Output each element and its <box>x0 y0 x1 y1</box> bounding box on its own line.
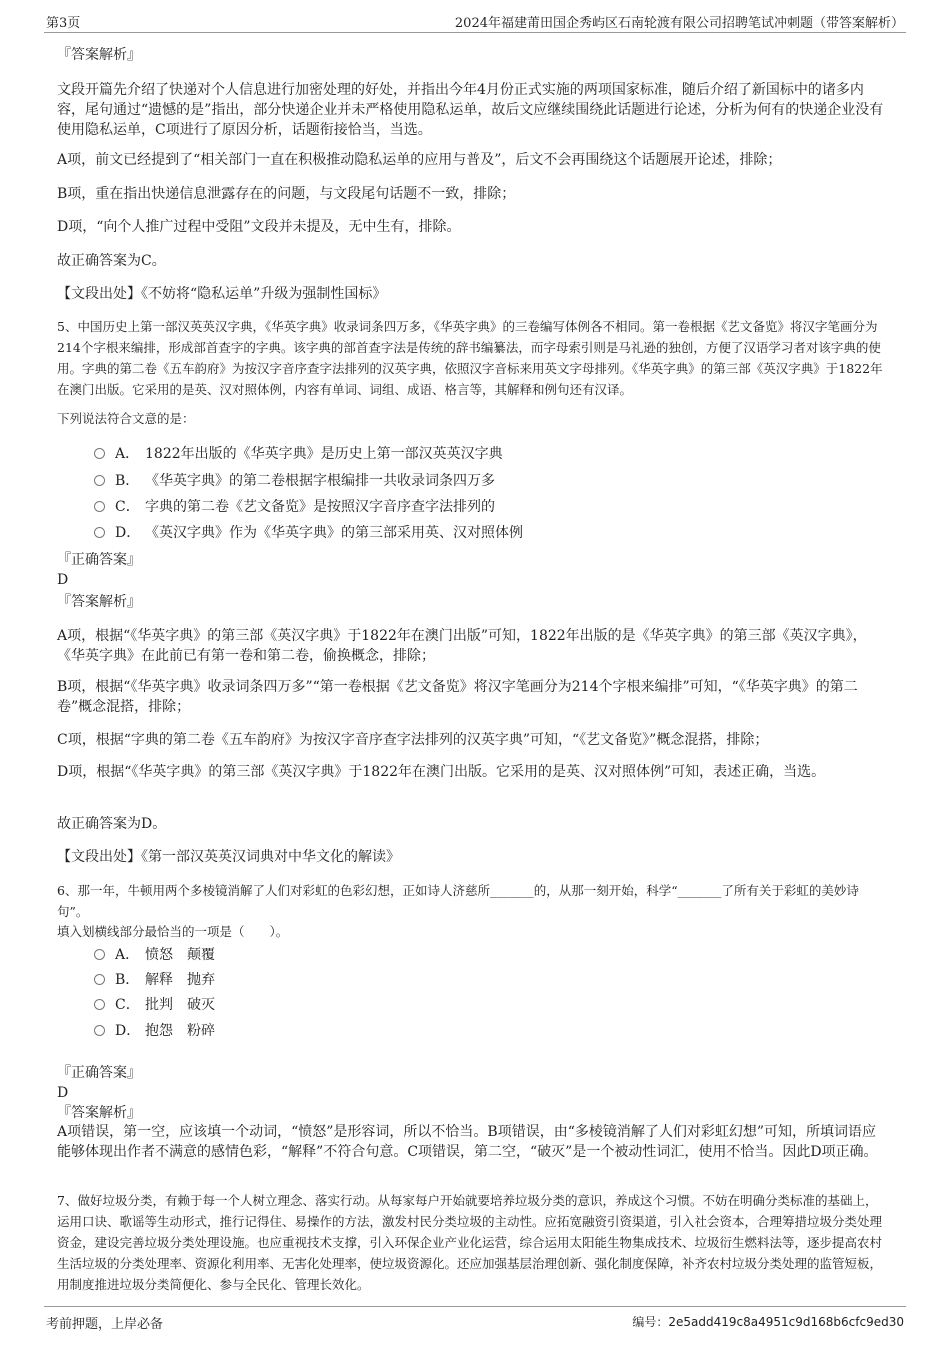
q5-prompt: 下列说法符合文意的是： <box>57 411 195 426</box>
q5-analysis-d: D项，根据“《华英字典》的第三部《英汉字典》于1822年在澳门出版。它采用的是英、汉对照体例”可知，表述正确，当选。 <box>57 764 826 780</box>
radio-icon[interactable] <box>94 949 105 960</box>
q6-stem: 6、那一年，牛顿用两个多棱镜消解了人们对彩虹的色彩幻想，正如诗人济慈所_______的，从那一刻开始，科学“_______了所有关于彩虹的美妙诗句”。 <box>57 883 859 919</box>
q6-prompt: 填入划横线部分最恰当的一项是（ ）。 <box>57 924 289 939</box>
radio-icon[interactable] <box>94 527 105 538</box>
q6-analysis: A项错误，第一空，应该填一个动词，“愤怒”是形容词，所以不恰当。B项错误，由“多棱镜消解了人们对彩虹幻想”可知，所填词语应能够体现出作者不满意的感情色彩，“解释”不符合句意。C项错误，第二空，“破灭”是一个被动性词汇，使用不恰当。因此D项正确。 <box>57 1124 878 1160</box>
q6-analysis-label: 『答案解析』 <box>57 1105 141 1121</box>
radio-icon[interactable] <box>94 501 105 512</box>
q5-source: 【文段出处】《第一部汉英英汉词典对中华文化的解读》 <box>57 849 400 865</box>
q4-analysis-paragraph: 文段开篇先介绍了快递对个人信息进行加密处理的好处，并指出今年4月份正式实施的两项国家标准，随后介绍了新国标中的诸多内容，尾句通过“遗憾的是”指出，部分快递企业并未严格使用隐私运单，故后文应继续围绕此话题进行论述，分析为何有的快递企业没有使用隐私运单，C项进行了原因分析，话题衔接恰当，当选。 <box>57 82 884 138</box>
footer-slogan: 考前押题，上岸必备 <box>46 1317 164 1332</box>
q5-option-b[interactable]: B． 《华英字典》的第二卷根据字根编排一共收录词条四万多 <box>94 471 495 491</box>
document-code <box>632 1313 904 1330</box>
q7-stem: 7、做好垃圾分类，有赖于每一个人树立理念、落实行动。从每家每户开始就要培养垃圾分类的意识，养成这个习惯。不妨在明确分类标准的基础上，运用口诀、歌谣等生动形式，推行记得住、易操作的方法，激发村民分类垃圾的主动性。应拓宽融资引资渠道，引入社会资本，合理筹措垃圾分类处理资金，建设完善垃圾分类处理设施。也应重视技术支撑，引入环保企业产业化运营，综合运用太阳能生物集成技术、垃圾衍生燃料法等，逐步提高农村生活垃圾的分类处理率、资源化利用率、无害化处理率，使垃圾资源化。还应加强基层治理创新、强化制度保障，补齐农村垃圾分类处理的监管短板，用制度推进垃圾分类简便化、参与全民化、管理长效化。 <box>57 1193 883 1292</box>
document-code-value: 2e5add419c8a4951c9d168b6cfc9ed30 <box>668 1315 904 1329</box>
q5-analysis-label: 『答案解析』 <box>57 594 141 610</box>
radio-icon[interactable] <box>94 448 105 459</box>
q6-option-a[interactable]: A． 愤怒 颠覆 <box>94 945 215 965</box>
q5-option-a[interactable]: A． 1822年出版的《华英字典》是历史上第一部汉英英汉字典 <box>94 444 503 464</box>
q5-answer: D <box>57 572 69 588</box>
q6-option-d[interactable]: D． 抱怨 粉碎 <box>94 1021 215 1041</box>
q4-analysis-label: 『答案解析』 <box>57 47 141 63</box>
q5-stem: 5、中国历史上第一部汉英英汉字典，《华英字典》收录词条四万多，《华英字典》的三卷编写体例各不相同。第一卷根据《艺文备览》将汉字笔画分为214个字根来编排，形成部首查字的字典。该字典的部首查字法是传统的辞书编纂法，而字母索引则是马礼逊的独创，方便了汉语学习者对该字典的使用。字典的第二卷《五车韵府》为按汉字音序查字法排列的汉英字典，依照汉字音标来用英文字母排列。《华英字典》的第三部《英汉字典》于1822年在澳门出版。它采用的是英、汉对照体例，内容有单词、词组、成语、格言等，其解释和例句还有汉译。 <box>57 319 883 397</box>
q5-conclusion: 故正确答案为D。 <box>57 816 167 832</box>
radio-icon[interactable] <box>94 475 105 486</box>
q4-analysis-a: A项，前文已经提到了“相关部门一直在积极推动隐私运单的应用与普及”，后文不会再围绕这个话题展开论述，排除； <box>57 152 782 168</box>
document-code-label: 编号： <box>632 1315 669 1329</box>
q5-analysis-c: C项，根据“字典的第二卷《五车韵府》为按汉字音序查字法排列的汉英字典”可知，“《艺文备览》”概念混搭，排除； <box>57 732 769 748</box>
q5-option-d[interactable]: D． 《英汉字典》作为《华英字典》的第三部采用英、汉对照体例 <box>94 523 523 543</box>
q6-option-b[interactable]: B． 解释 抛弃 <box>94 970 215 990</box>
q5-analysis-b: B项，根据“《华英字典》收录词条四万多”“第一卷根据《艺文备览》将汉字笔画分为214个字根来编排”可知，“《华英字典》的第二卷”概念混搭，排除； <box>57 679 858 715</box>
q4-analysis-d: D项，“向个人推广过程中受阻”文段并未提及，无中生有，排除。 <box>57 219 461 235</box>
page-number: 第3页 <box>46 16 81 31</box>
q5-option-c[interactable]: C． 字典的第二卷《艺文备览》是按照汉字音序查字法排列的 <box>94 497 495 517</box>
page-header <box>44 10 906 33</box>
q6-option-c[interactable]: C． 批判 破灭 <box>94 995 215 1015</box>
q5-answer-label: 『正确答案』 <box>57 552 141 568</box>
page-footer <box>44 1306 906 1331</box>
radio-icon[interactable] <box>94 1025 105 1036</box>
radio-icon[interactable] <box>94 999 105 1010</box>
document-title: 2024年福建莆田国企秀屿区石南轮渡有限公司招聘笔试冲刺题（带答案解析） <box>454 16 904 31</box>
q6-answer-label: 『正确答案』 <box>57 1065 141 1081</box>
radio-icon[interactable] <box>94 974 105 985</box>
q6-answer: D <box>57 1085 69 1101</box>
q4-analysis-b: B项，重在指出快递信息泄露存在的问题，与文段尾句话题不一致，排除； <box>57 186 516 202</box>
q5-analysis-a: A项，根据“《华英字典》的第三部《英汉字典》于1822年在澳门出版”可知，1822年出版的是《华英字典》的第三部《英汉字典》，《华英字典》在此前已有第一卷和第二卷，偷换概念，排除； <box>57 628 867 664</box>
q4-source: 【文段出处】《不妨将“隐私运单”升级为强制性国标》 <box>57 286 387 302</box>
q4-conclusion: 故正确答案为C。 <box>57 253 166 269</box>
